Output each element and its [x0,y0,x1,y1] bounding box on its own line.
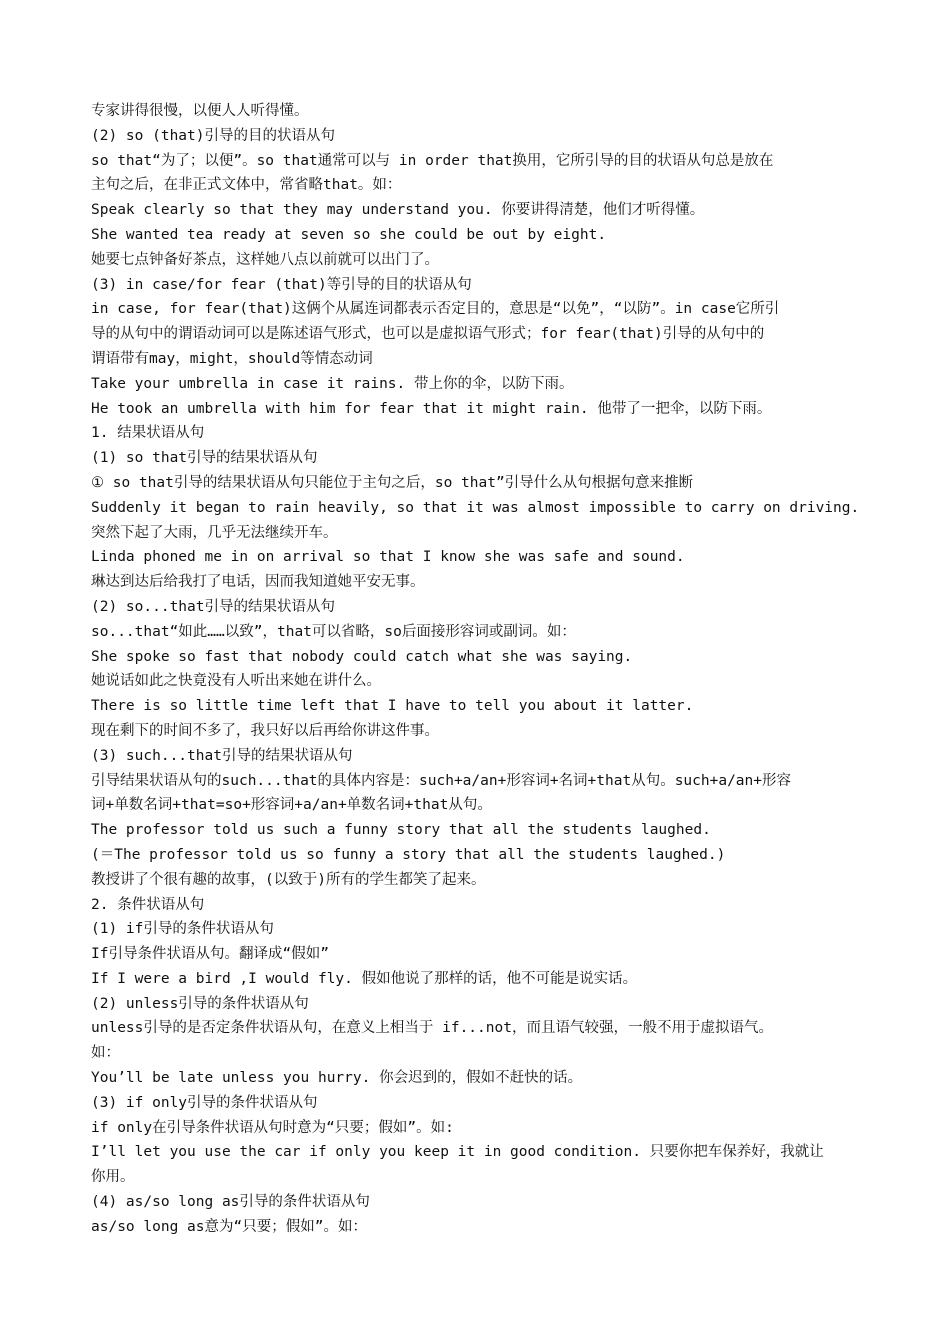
example-sentence: Suddenly it began to rain heavily, so that it was almost impossible to carry on driving. [91,499,860,516]
section-heading: (4) as/so long as引导的条件状语从句 [91,1194,370,1211]
text-line: 主句之后，在非正式文体中，常省略that。如： [91,177,402,194]
text-line: unless引导的是否定条件状语从句，在意义上相当于 if...not，而且语气较强，一般不用于虚拟语气。 [91,1020,773,1037]
section-heading: 1. 结果状语从句 [91,425,205,442]
example-sentence: (＝The professor told us so funny a story that all the students laughed.) [91,846,726,863]
example-sentence: The professor told us such a funny story that all the students laughed. [91,822,711,839]
text-line: in case, for fear(that)这俩个从属连词都表示否定目的，意思是“以免”，“以防”。in case它所引 [91,301,780,318]
text-line: so that“为了；以便”。so that通常可以与 in order that换用，它所引导的目的状语从句总是放在 [91,152,774,169]
translation-line: 她要七点钟备好茶点，这样她八点以前就可以出门了。 [91,251,439,268]
text-line: as/so long as意为“只要；假如”。如： [91,1218,367,1235]
example-sentence: I’ll let you use the car if only you keep it in good condition. 只要你把车保养好，我就让 [91,1144,824,1161]
translation-line: 现在剩下的时间不多了，我只好以后再给你讲这件事。 [91,722,439,739]
section-heading: (2) so...that引导的结果状语从句 [91,598,335,615]
text-line: if only在引导条件状语从句时意为“只要；假如”。如: [91,1119,454,1136]
text-line: If引导条件状语从句。翻译成“假如” [91,946,329,963]
text-line: so...that“如此……以致”，that可以省略，so后面接形容词或副词。如： [91,623,576,640]
translation-line: 她说话如此之快竟没有人听出来她在讲什么。 [91,673,381,690]
text-line: 引导结果状语从句的such...that的具体内容是：such+a/an+形容词+名词+that从句。such+a/an+形容 [91,772,791,789]
translation-line: 教授讲了个很有趣的故事，(以致于)所有的学生都笑了起来。 [91,871,486,888]
document-page [91,99,863,1240]
example-sentence: If I were a bird ,I would fly. 假如他说了那样的话，他不可能是说实话。 [91,970,638,987]
section-heading: (1) if引导的条件状语从句 [91,921,274,938]
example-sentence: She spoke so fast that nobody could catch what she was saying. [91,648,633,665]
example-sentence: You’ll be late unless you hurry. 你会迟到的，假如不赶快的话。 [91,1070,583,1087]
section-heading: (1) so that引导的结果状语从句 [91,450,318,467]
example-sentence: Take your umbrella in case it rains. 带上你的伞，以防下雨。 [91,375,574,392]
text-line: 谓语带有may，might，should等情态动词 [91,350,373,367]
section-heading: (3) if only引导的条件状语从句 [91,1094,318,1111]
translation-line: 琳达到达后给我打了电话，因而我知道她平安无事。 [91,574,425,591]
text-line: 你用。 [91,1169,135,1186]
text-line: 如： [91,1045,120,1062]
section-heading: (3) in case/for fear (that)等引导的目的状语从句 [91,276,472,293]
text-line: 词+单数名词+that=so+形容词+a/an+单数名词+that从句。 [91,797,492,814]
example-sentence: Linda phoned me in on arrival so that I know she was safe and sound. [91,549,685,566]
example-sentence: He took an umbrella with him for fear that it might rain. 他带了一把伞，以防下雨。 [91,400,772,417]
example-sentence: She wanted tea ready at seven so she could be out by eight. [91,226,607,243]
section-heading: (2) so (that)引导的目的状语从句 [91,127,335,144]
section-heading: (3) such...that引导的结果状语从句 [91,747,353,764]
translation-line: 突然下起了大雨，几乎无法继续开车。 [91,524,338,541]
text-line: 导的从句中的谓语动词可以是陈述语气形式，也可以是虚拟语气形式；for fear(that)引导的从句中的 [91,326,765,343]
text-line: 专家讲得很慢，以便人人听得懂。 [91,103,309,119]
text-line: ① so that引导的结果状语从句只能位于主句之后，so that”引导什么从句根据句意来推断 [91,474,694,491]
section-heading: 2. 条件状语从句 [91,896,205,913]
example-sentence: Speak clearly so that they may understand you. 你要讲得清楚，他们才听得懂。 [91,202,705,219]
section-heading: (2) unless引导的条件状语从句 [91,995,309,1012]
example-sentence: There is so little time left that I have to tell you about it latter. [91,698,694,715]
